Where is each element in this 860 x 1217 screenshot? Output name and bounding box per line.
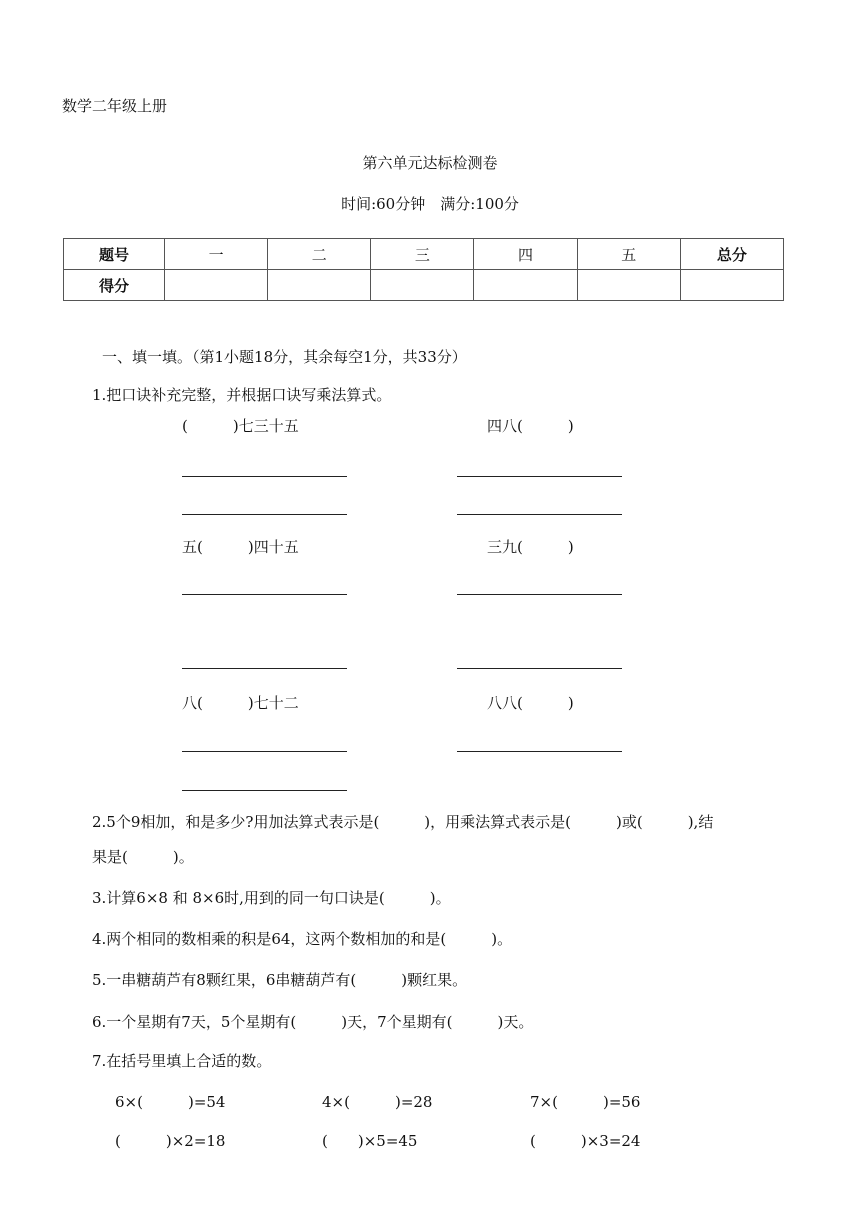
answer-line[interactable] — [457, 476, 622, 477]
answer-line[interactable] — [182, 751, 347, 752]
question-3: 3.计算6×8 和 8×6时,用到的同一句口诀是( )。 — [92, 889, 451, 907]
q7-row1-item-3: 7×( )=56 — [530, 1093, 641, 1111]
score-cell[interactable] — [577, 270, 680, 301]
score-table-col-2: 二 — [268, 239, 371, 270]
score-table-label-question: 题号 — [64, 239, 165, 270]
score-cell[interactable] — [371, 270, 474, 301]
section-1-heading: 一、填一填。（第1小题18分，其余每空1分，共33分） — [102, 348, 467, 366]
score-table-header-row — [64, 239, 784, 270]
q7-row2-item-1: ( )×2=18 — [115, 1132, 226, 1150]
score-cell[interactable] — [474, 270, 577, 301]
question-5: 5.一串糖葫芦有8颗红果，6串糖葫芦有( )颗红果。 — [92, 971, 468, 989]
question-2-line-2: 果是( )。 — [92, 848, 194, 866]
answer-line[interactable] — [182, 476, 347, 477]
q1-item-6: 八八( ) — [487, 694, 574, 712]
question-1-text: 1.把口诀补充完整，并根据口诀写乘法算式。 — [92, 386, 392, 404]
answer-line[interactable] — [457, 514, 622, 515]
q1-item-2: 四八( ) — [487, 417, 574, 435]
score-table — [63, 238, 784, 301]
page-title: 第六单元达标检测卷 — [362, 154, 498, 172]
q7-row1-item-1: 6×( )=54 — [115, 1093, 226, 1111]
score-table-col-total: 总分 — [680, 239, 783, 270]
score-table-col-5: 五 — [577, 239, 680, 270]
question-4: 4.两个相同的数相乘的积是64，这两个数相加的和是( )。 — [92, 930, 513, 948]
score-table-col-3: 三 — [371, 239, 474, 270]
answer-line[interactable] — [457, 751, 622, 752]
answer-line[interactable] — [182, 668, 347, 669]
question-7-text: 7.在括号里填上合适的数。 — [92, 1052, 272, 1070]
question-2-line-1: 2.5个9相加，和是多少?用加法算式表示是( )，用乘法算式表示是( )或( ),结 — [92, 813, 714, 831]
answer-line[interactable] — [457, 668, 622, 669]
answer-line[interactable] — [182, 594, 347, 595]
score-table-col-1: 一 — [165, 239, 268, 270]
exam-info: 时间:60分钟 满分:100分 — [341, 195, 519, 213]
q1-item-5: 八( )七十二 — [182, 694, 299, 712]
q7-row2-item-3: ( )×3=24 — [530, 1132, 641, 1150]
q1-item-3: 五( )四十五 — [182, 538, 299, 556]
q7-row1-item-2: 4×( )=28 — [322, 1093, 433, 1111]
score-table-score-row — [64, 270, 784, 301]
score-cell[interactable] — [165, 270, 268, 301]
question-6: 6.一个星期有7天，5个星期有( )天，7个星期有( )天。 — [92, 1013, 534, 1031]
q7-row2-item-2: ( )×5=45 — [322, 1132, 418, 1150]
subject-header: 数学二年级上册 — [62, 97, 168, 115]
score-table-label-score: 得分 — [64, 270, 165, 301]
answer-line[interactable] — [457, 594, 622, 595]
score-cell[interactable] — [268, 270, 371, 301]
answer-line[interactable] — [182, 790, 347, 791]
q1-item-4: 三九( ) — [487, 538, 574, 556]
q1-item-1: ( )七三十五 — [182, 417, 299, 435]
answer-line[interactable] — [182, 514, 347, 515]
score-cell-total[interactable] — [680, 270, 783, 301]
score-table-col-4: 四 — [474, 239, 577, 270]
